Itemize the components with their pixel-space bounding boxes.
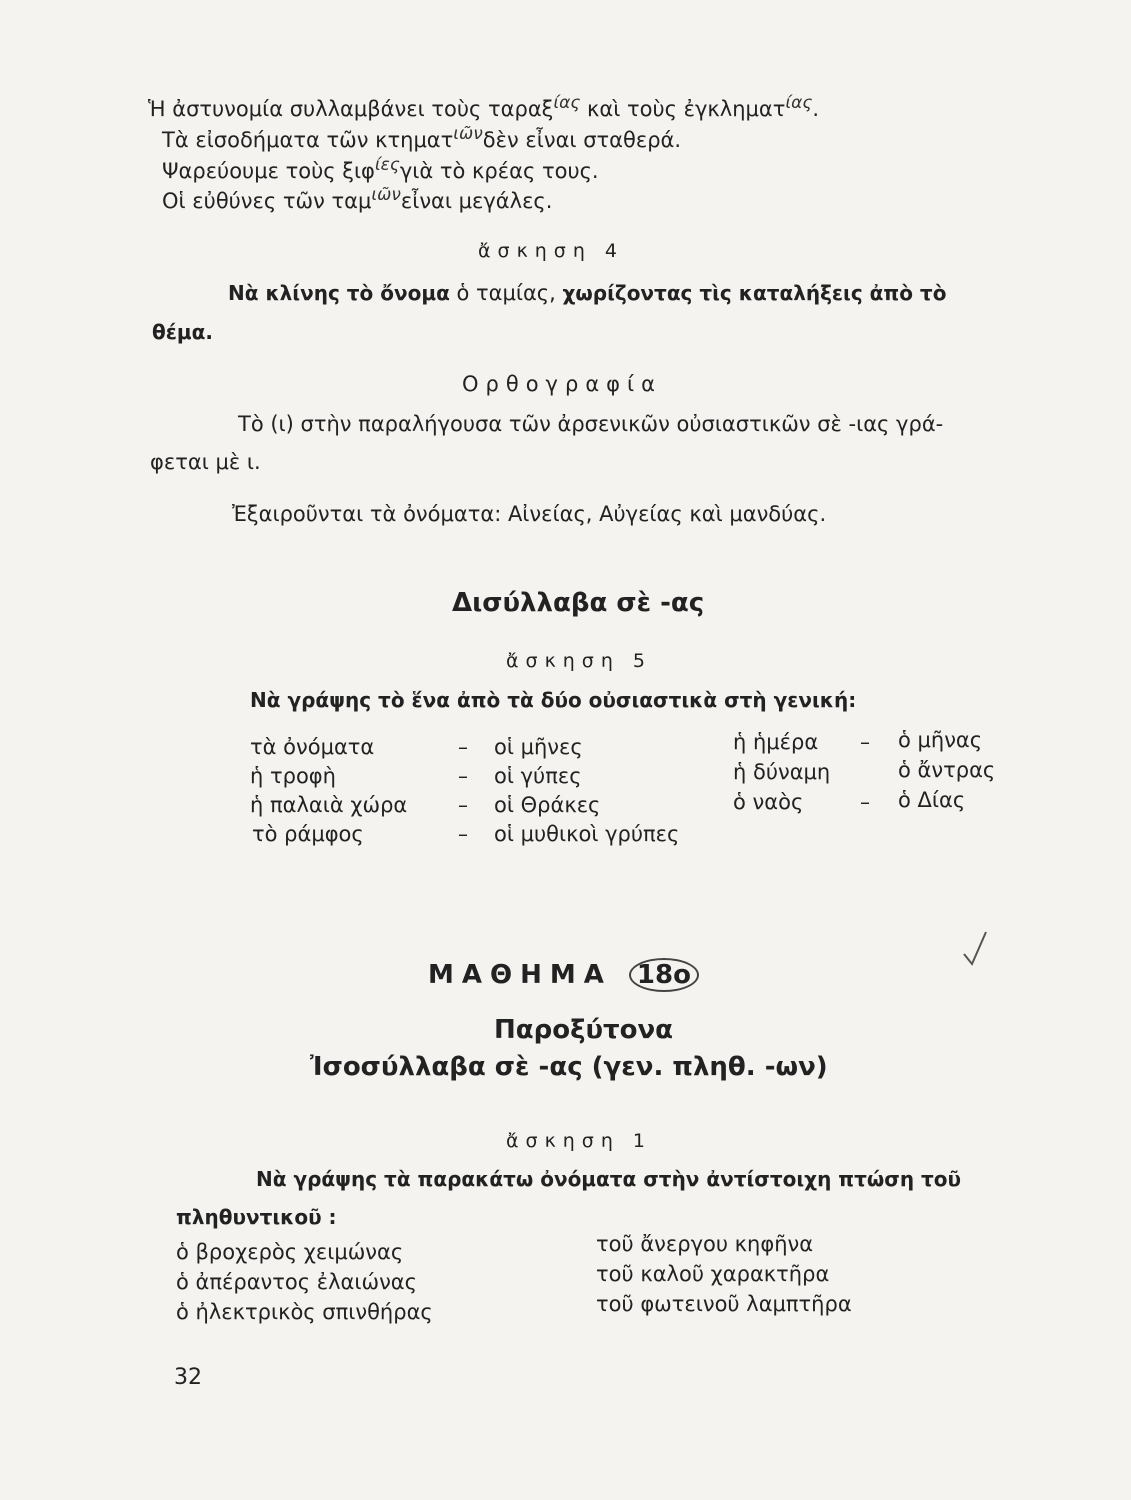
lesson-label: ΜΑΘΗΜΑ [428, 960, 612, 990]
ex1-right-2: τοῦ καλοῦ χαρακτῆρα [596, 1262, 830, 1286]
orthography-heading: Ορθογραφία [462, 372, 662, 396]
ex5-left-b-1: οἱ μῆνες [494, 735, 583, 759]
ex5-dash: – [458, 822, 468, 846]
ex1-right-1: τοῦ ἄνεργου κηφῆνα [596, 1232, 814, 1256]
ex5-right-a-2: ἡ δύναμη [733, 760, 831, 784]
ex5-right-a-3: ὁ ναὸς [733, 790, 804, 814]
handwritten-answer: ίες [374, 155, 400, 175]
orthography-rule-cont: φεται μὲ ι. [150, 450, 261, 474]
handwritten-answer: ιῶν [453, 124, 483, 144]
ex1-left-3: ὁ ἠλεκτρικὸς σπινθήρας [176, 1300, 433, 1324]
ex5-dash: – [458, 793, 468, 817]
subtitle-isosyllabic: Ἰσοσύλλαβα σὲ -ας (γεν. πληθ. -ων) [310, 1052, 828, 1082]
exercise-5-heading: ἄσκηση 5 [506, 650, 653, 672]
ex5-dash: – [860, 730, 870, 754]
ex1-right-3: τοῦ φωτεινοῦ λαμπτῆρα [596, 1292, 852, 1316]
orthography-rule: Τὸ (ι) στὴν παραλήγουσα τῶν ἀρσενικῶν οὐσιαστικῶν σὲ -ιας γρά- [238, 412, 944, 436]
lesson-number: 18ο [629, 958, 699, 992]
handwritten-answer: ιῶν [371, 185, 401, 205]
ex5-left-b-2: οἱ γύπες [494, 764, 582, 788]
ex1-left-2: ὁ ἀπέραντος ἐλαιώνας [176, 1270, 417, 1294]
ex5-dash: – [458, 735, 468, 759]
section-title: Δισύλλαβα σὲ -ας [452, 588, 705, 618]
ex5-right-b-3: ὁ Δίας [898, 788, 966, 812]
ex5-dash: – [860, 790, 870, 814]
page-number: 32 [174, 1365, 202, 1390]
sentence-3: Ψαρεύουμε τοὺς ξιφ$^{ί\varepsilon\varsigma}$γιὰ τὸ κρέας τους. [162, 155, 599, 183]
ex5-right-b-2: ὁ ἄντρας [898, 758, 996, 782]
ex5-dash: – [458, 764, 468, 788]
sentence-2: Τὰ εἰσοδήματα τῶν κτηματ$^{\iota ῶ\nu}$δὲν εἶναι σταθερά. [162, 124, 682, 152]
exercise-4-instruction-cont: θέμα. [152, 320, 213, 344]
lesson-heading [428, 958, 699, 992]
exercise-1-instruction-cont: πληθυντικοῦ : [176, 1205, 337, 1229]
ex5-left-a-1: τὰ ὀνόματα [250, 735, 375, 759]
handwritten-answer: ίας [553, 93, 581, 113]
ex5-left-a-3: ἡ παλαιὰ χώρα [250, 793, 408, 817]
sentence-4: Οἱ εὐθύνες τῶν ταμ$^{\iota ῶ\nu}$εἶναι μεγάλες. [162, 185, 553, 213]
ex5-right-b-1: ὁ μῆνας [898, 728, 983, 752]
exercise-4-heading: ἄσκηση 4 [478, 240, 625, 262]
exercise-5-instruction: Νὰ γράψης τὸ ἕνα ἀπὸ τὰ δύο οὐσιαστικὰ στὴ γενική: [250, 688, 857, 712]
ex1-left-1: ὁ βροχερὸς χειμώνας [176, 1240, 404, 1264]
ex5-left-a-2: ἡ τροφὴ [250, 764, 336, 788]
orthography-exception: Ἐξαιροῦνται τὰ ὀνόματα: Αἰνείας, Αὐγείας καὶ μανδύας. [232, 502, 827, 526]
subtitle-paroxytone: Παροξύτονα [494, 1015, 674, 1045]
handwritten-answer: ίας [785, 93, 813, 113]
exercise-1-instruction: Νὰ γράψης τὰ παρακάτω ὀνόματα στὴν ἀντίστοιχη πτώση τοῦ [256, 1167, 962, 1191]
exercise-4-instruction: Νὰ κλίνης τὸ ὄνομα ὁ ταμίας, χωρίζοντας τὶς καταλήξεις ἀπὸ τὸ [228, 281, 947, 305]
ex5-left-b-3: οἱ Θράκες [494, 793, 601, 817]
check-mark-icon [962, 930, 992, 970]
ex5-left-a-4: τὸ ράμφος [252, 822, 364, 846]
sentence-1: Ἡ ἀστυνομία συλλαμβάνει τοὺς ταραξ$^{ί\alpha\varsigma}$ καὶ τοὺς ἐγκληματ$^{ί\alpha\varsigma}$. [148, 93, 819, 121]
ex5-right-a-1: ἡ ἡμέρα [733, 730, 819, 754]
ex5-left-b-4: οἱ μυθικοὶ γρύπες [494, 822, 680, 846]
exercise-1-heading: ἄσκηση 1 [506, 1130, 653, 1152]
